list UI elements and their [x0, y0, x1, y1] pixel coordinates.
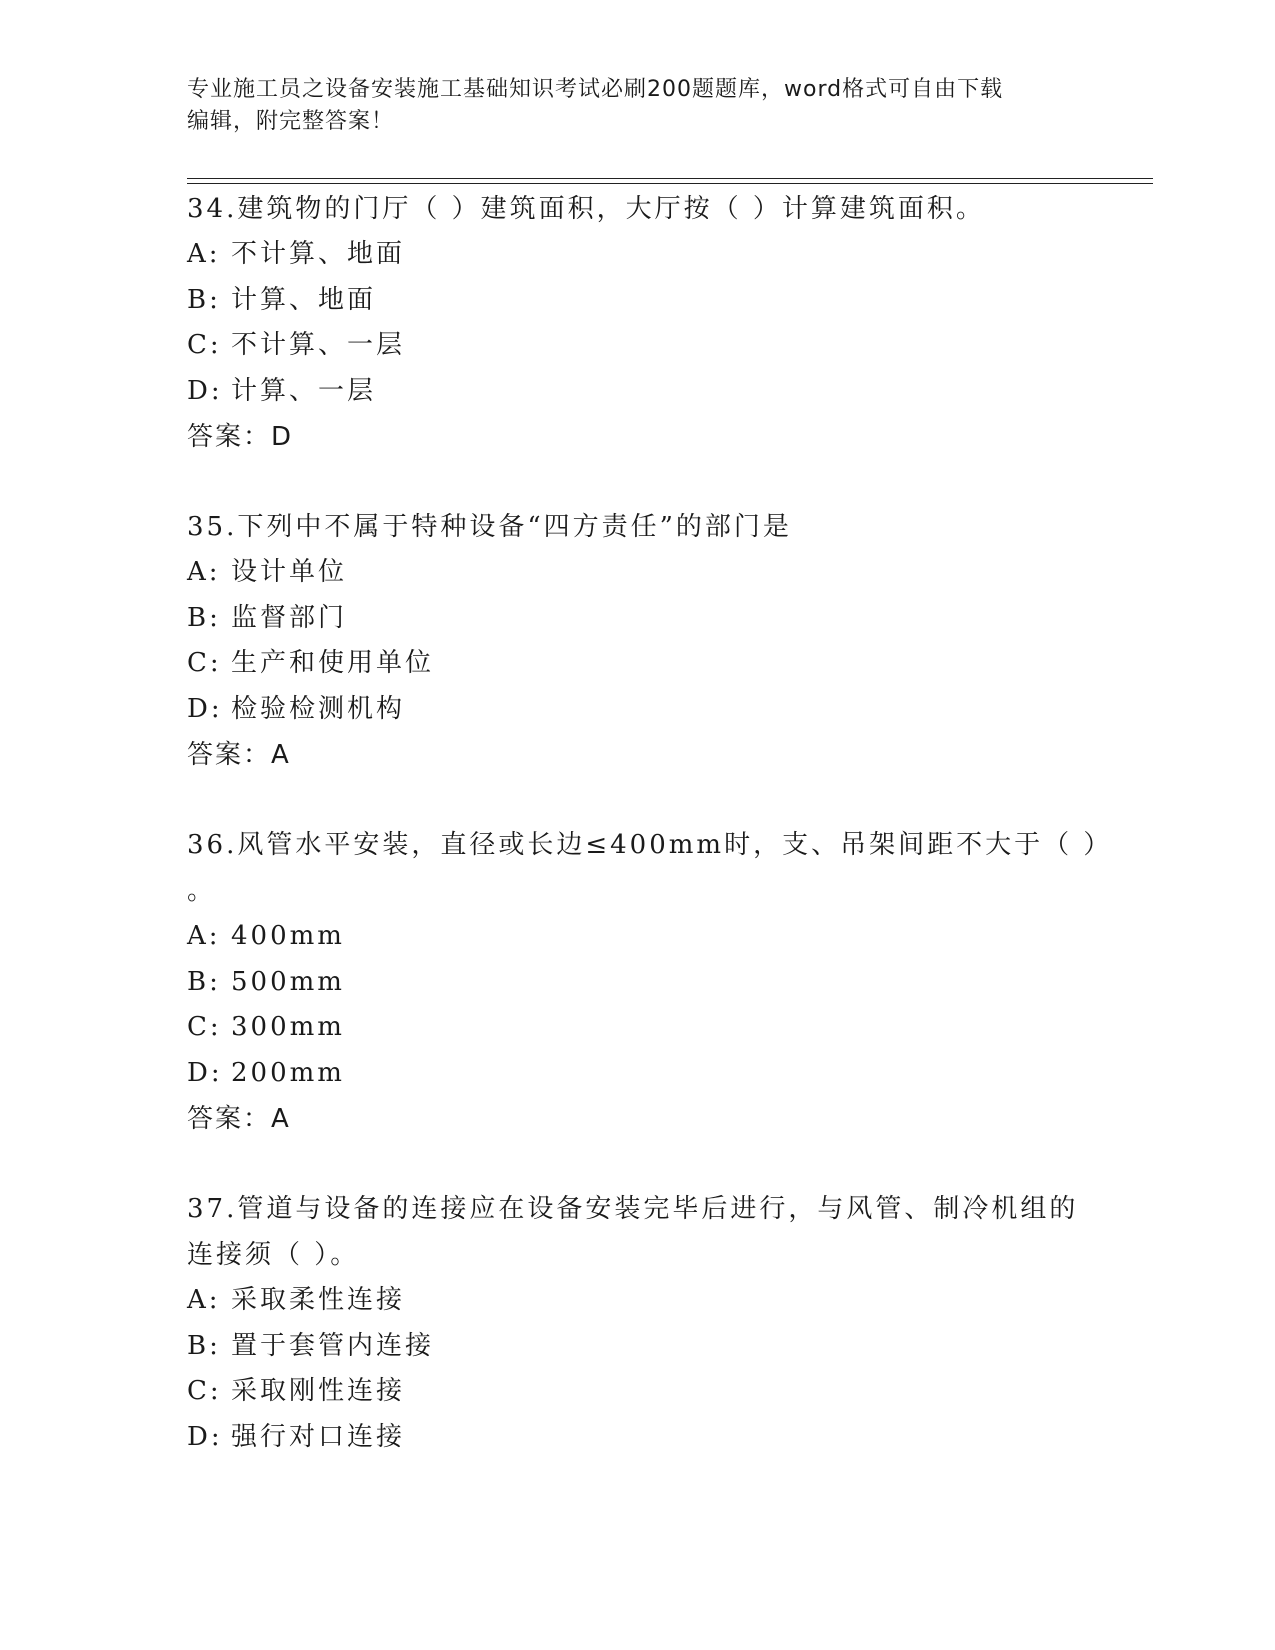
option-text: 200mm	[231, 1057, 345, 1088]
answer: 答案：A	[187, 1104, 291, 1134]
option-letter: B:	[187, 284, 221, 315]
question-stem: 37.管道与设备的连接应在设备安装完毕后进行，与风管、制冷机组的	[187, 1194, 1079, 1224]
question-list	[187, 186, 1147, 1504]
question-36	[187, 822, 1147, 1142]
option-c	[187, 323, 1147, 369]
option-letter: D:	[187, 693, 223, 724]
option-text: 计算、一层	[231, 375, 377, 406]
option-c	[187, 1005, 1147, 1051]
question-stem: 35.下列中不属于特种设备“四方责任”的部门是	[187, 512, 792, 542]
question-35	[187, 504, 1147, 778]
option-letter: D:	[187, 375, 223, 406]
option-text: 采取刚性连接	[231, 1376, 406, 1406]
header-divider-top	[187, 178, 1153, 179]
option-a	[187, 1278, 1147, 1324]
option-a	[187, 232, 1147, 278]
header-divider-bottom	[187, 183, 1153, 184]
option-d	[187, 687, 1147, 733]
option-letter: C:	[187, 1376, 222, 1406]
option-a	[187, 550, 1147, 596]
option-letter: B:	[187, 602, 221, 633]
answer: 答案：A	[187, 740, 291, 770]
header-title-line-1: 专业施工员之设备安装施工基础知识考试必刷200题题库，word格式可自由下载	[187, 77, 1004, 102]
question-34	[187, 186, 1147, 460]
option-d	[187, 369, 1147, 415]
option-c	[187, 1369, 1147, 1415]
option-text: 采取柔性连接	[231, 1285, 406, 1315]
option-text: 500mm	[231, 966, 345, 997]
option-text: 检验检测机构	[231, 693, 406, 724]
option-b	[187, 960, 1147, 1006]
answer: 答案：D	[187, 422, 294, 452]
question-stem: 34.建筑物的门厅（ ）建筑面积，大厅按（ ）计算建筑面积。	[187, 194, 985, 224]
option-b	[187, 596, 1147, 642]
question-stem-continuation: 。	[187, 876, 217, 906]
option-text: 强行对口连接	[231, 1421, 406, 1452]
option-c	[187, 641, 1147, 687]
question-stem-continuation: 连接须（ ）。	[187, 1240, 360, 1270]
question-37	[187, 1186, 1147, 1460]
option-d	[187, 1415, 1147, 1461]
option-letter: C:	[187, 330, 222, 360]
option-text: 监督部门	[231, 602, 348, 633]
option-text: 置于套管内连接	[231, 1330, 435, 1361]
option-letter: B:	[187, 966, 221, 997]
option-letter: A:	[187, 1285, 221, 1315]
option-text: 设计单位	[231, 557, 348, 587]
option-text: 不计算、一层	[231, 330, 406, 360]
option-letter: C:	[187, 648, 222, 678]
option-d	[187, 1051, 1147, 1097]
option-b	[187, 1324, 1147, 1370]
header-title-line-2: 编辑，附完整答案！	[187, 109, 395, 134]
option-letter: D:	[187, 1421, 223, 1452]
option-letter: A:	[187, 239, 221, 269]
option-text: 生产和使用单位	[231, 648, 435, 678]
option-a	[187, 914, 1147, 960]
option-letter: B:	[187, 1330, 221, 1361]
option-text: 计算、地面	[231, 284, 377, 315]
option-letter: D:	[187, 1057, 223, 1088]
document-header	[187, 74, 1087, 138]
option-letter: A:	[187, 921, 221, 951]
option-b	[187, 278, 1147, 324]
option-text: 300mm	[231, 1012, 345, 1042]
option-text: 400mm	[231, 921, 345, 951]
question-stem: 36.风管水平安装，直径或长边≤400mm时，支、吊架间距不大于（ ）	[187, 830, 1113, 860]
option-text: 不计算、地面	[231, 239, 406, 269]
option-letter: A:	[187, 557, 221, 587]
option-letter: C:	[187, 1012, 222, 1042]
